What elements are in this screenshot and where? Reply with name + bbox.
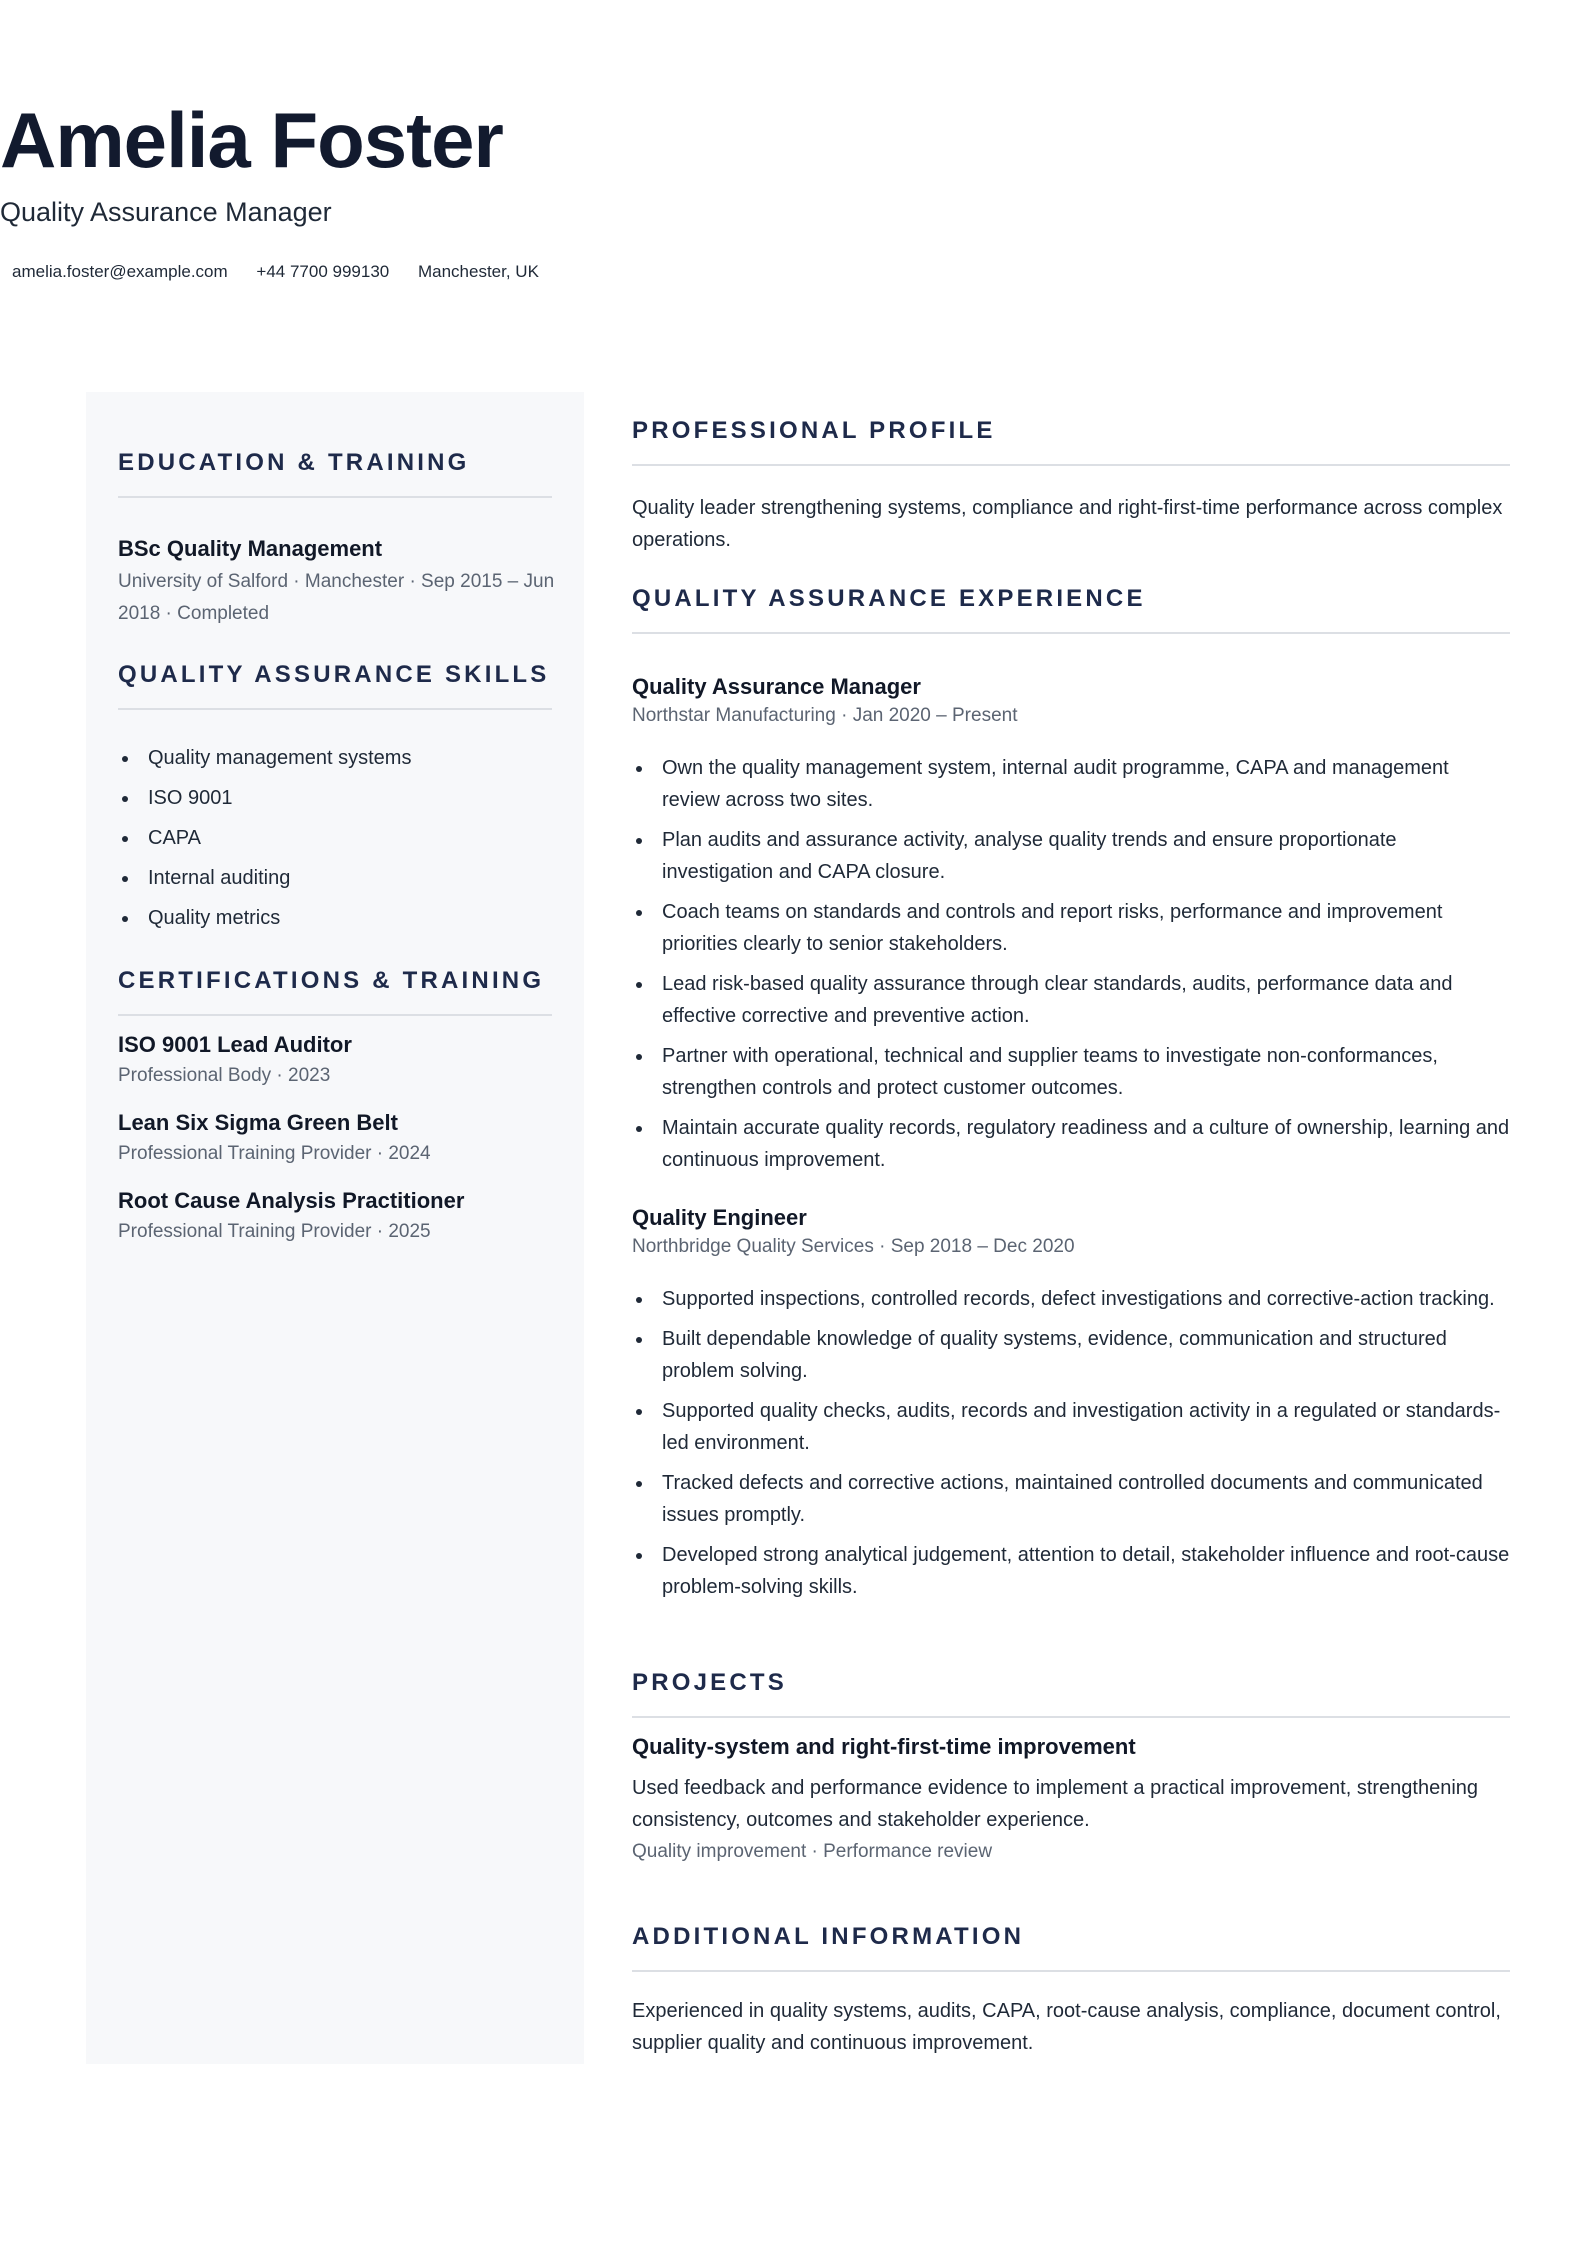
certification-meta: Professional Training Provider · 2024 bbox=[118, 1143, 431, 1164]
additional-divider bbox=[632, 1970, 1510, 1972]
project-text: Used feedback and performance evidence to implement a practical improvement, strengthening consistency, outcomes and stakeholder experience. bbox=[632, 1777, 1479, 1831]
profile-heading: PROFESSIONAL PROFILE bbox=[632, 417, 996, 444]
list-item: Quality management systems bbox=[118, 742, 552, 774]
profile-text: Quality leader strengthening systems, compliance and right-first-time performance across complex operations. bbox=[632, 497, 1503, 551]
certification-meta: Professional Training Provider · 2025 bbox=[118, 1221, 431, 1242]
certifications-divider bbox=[118, 1014, 552, 1016]
list-item: Supported quality checks, audits, records and investigation activity in a regulated or standards-led environment. bbox=[632, 1395, 1510, 1459]
certification-name: ISO 9001 Lead Auditor bbox=[118, 1032, 352, 1057]
additional-text: Experienced in quality systems, audits, CAPA, root-cause analysis, compliance, document control, supplier quality and continuous improvement. bbox=[632, 2000, 1501, 2054]
projects-divider bbox=[632, 1716, 1510, 1718]
education-degree: BSc Quality Management bbox=[118, 536, 383, 561]
job-bullets bbox=[632, 1283, 1510, 1611]
candidate-name: Amelia Foster bbox=[0, 96, 503, 184]
contact-location: Manchester, UK bbox=[417, 262, 539, 281]
job-title: Quality Assurance Manager bbox=[632, 674, 921, 699]
job-meta: Northbridge Quality Services · Sep 2018 – Dec 2020 bbox=[632, 1236, 1075, 1257]
job-meta: Northstar Manufacturing · Jan 2020 – Present bbox=[632, 705, 1018, 726]
list-item: Internal auditing bbox=[118, 862, 552, 894]
skills-heading: QUALITY ASSURANCE SKILLS bbox=[118, 661, 550, 688]
contact-phone[interactable]: +44 7700 999130 bbox=[256, 262, 390, 281]
list-item: Plan audits and assurance activity, analyse quality trends and ensure proportionate investigation and CAPA closure. bbox=[632, 824, 1510, 888]
list-item: Partner with operational, technical and supplier teams to investigate non-conformances, strengthen controls and protect customer outcomes. bbox=[632, 1040, 1510, 1104]
skills-divider bbox=[118, 708, 552, 710]
experience-divider bbox=[632, 632, 1510, 634]
projects-heading: PROJECTS bbox=[632, 1669, 787, 1696]
certification-meta: Professional Body · 2023 bbox=[118, 1065, 331, 1086]
sidebar bbox=[86, 392, 584, 2064]
list-item: Built dependable knowledge of quality systems, evidence, communication and structured problem solving. bbox=[632, 1323, 1510, 1387]
contact-email[interactable]: amelia.foster@example.com bbox=[12, 262, 228, 281]
list-item: CAPA bbox=[118, 822, 552, 854]
contact-line bbox=[0, 260, 1588, 284]
job-title: Quality Engineer bbox=[632, 1205, 807, 1230]
list-item: Quality metrics bbox=[118, 902, 552, 934]
list-item: Supported inspections, controlled records, defect investigations and corrective-action tracking. bbox=[632, 1283, 1510, 1315]
project-title: Quality-system and right-first-time improvement bbox=[632, 1734, 1136, 1759]
profile-divider bbox=[632, 464, 1510, 466]
list-item: Own the quality management system, internal audit programme, CAPA and management review across two sites. bbox=[632, 752, 1510, 816]
skills-list bbox=[118, 742, 552, 942]
project-tags: Quality improvement · Performance review bbox=[632, 1841, 993, 1862]
list-item: Tracked defects and corrective actions, maintained controlled documents and communicated issues promptly. bbox=[632, 1467, 1510, 1531]
job-bullets bbox=[632, 752, 1510, 1184]
education-divider bbox=[118, 496, 552, 498]
certifications-heading: CERTIFICATIONS & TRAINING bbox=[118, 967, 545, 994]
list-item: Lead risk-based quality assurance through clear standards, audits, performance data and effective corrective and preventive action. bbox=[632, 968, 1510, 1032]
certification-name: Lean Six Sigma Green Belt bbox=[118, 1110, 398, 1135]
list-item: Maintain accurate quality records, regulatory readiness and a culture of ownership, learning and continuous improvement. bbox=[632, 1112, 1510, 1176]
additional-heading: ADDITIONAL INFORMATION bbox=[632, 1923, 1025, 1950]
list-item: ISO 9001 bbox=[118, 782, 552, 814]
candidate-title: Quality Assurance Manager bbox=[0, 197, 332, 227]
list-item: Developed strong analytical judgement, attention to detail, stakeholder influence and root-cause problem-solving skills. bbox=[632, 1539, 1510, 1603]
education-details: University of Salford · Manchester · Sep 2015 – Jun 2018 · Completed bbox=[118, 571, 555, 624]
education-heading: EDUCATION & TRAINING bbox=[118, 449, 470, 476]
list-item: Coach teams on standards and controls and report risks, performance and improvement priorities clearly to senior stakeholders. bbox=[632, 896, 1510, 960]
certification-name: Root Cause Analysis Practitioner bbox=[118, 1188, 465, 1213]
experience-heading: QUALITY ASSURANCE EXPERIENCE bbox=[632, 585, 1146, 612]
